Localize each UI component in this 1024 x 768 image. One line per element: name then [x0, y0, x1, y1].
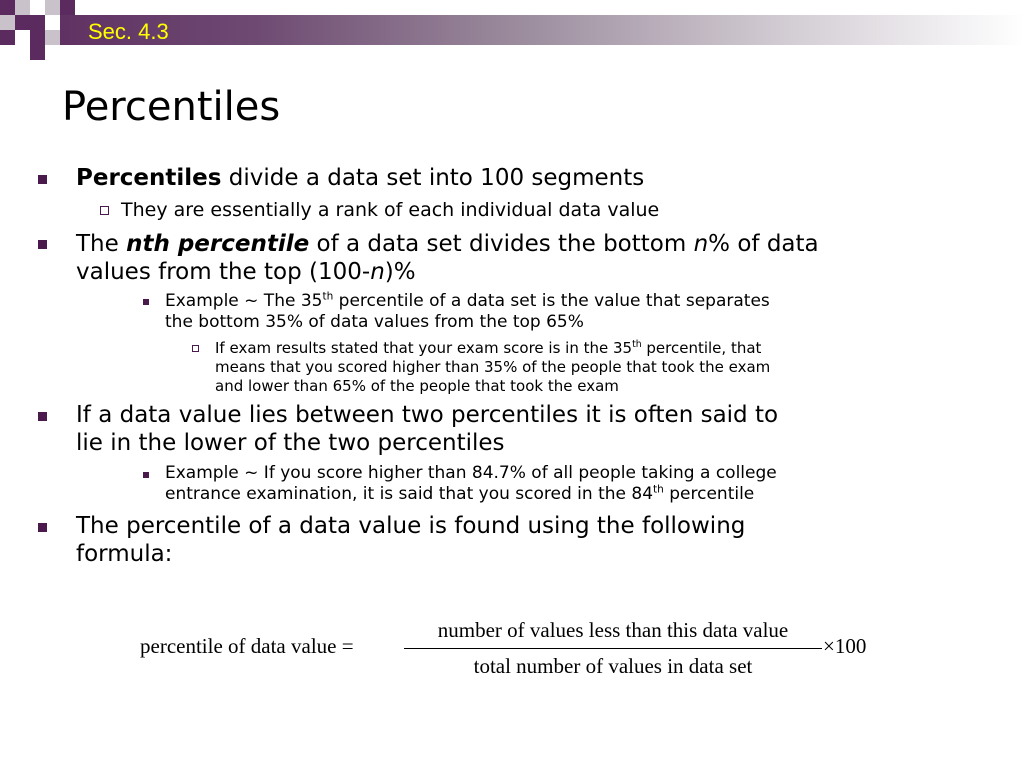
- example-1-line2: the bottom 35% of data values from the top 65%: [165, 312, 584, 332]
- decor-square-10: [0, 30, 15, 45]
- bullet-small-square-icon: [143, 299, 149, 305]
- decor-square-8: [30, 15, 45, 30]
- decor-square-9: [45, 15, 60, 30]
- example-2: [165, 463, 777, 505]
- example-1-sub-sup: th: [632, 339, 642, 350]
- bullet-2-line2-a: values from the top (100-: [76, 259, 371, 285]
- bullet-2-term: nth percentile: [126, 231, 310, 257]
- bullet-small-square-icon: [143, 472, 149, 478]
- bullet-2-n: n: [693, 231, 709, 257]
- decor-square-3: [30, 0, 45, 15]
- bullet-square-icon: [38, 240, 47, 249]
- bullet-1-text: divide a data set into 100 segments: [221, 165, 645, 191]
- decor-square-4: [45, 0, 60, 15]
- bullet-4-line2: formula:: [76, 541, 173, 567]
- bullet-2: [76, 230, 819, 286]
- example-2-line1: Example ~ If you score higher than 84.7% of all people taking a college: [165, 463, 777, 483]
- decor-square-2: [15, 0, 30, 15]
- bullet-2-text-b: of a data set divides the bottom: [309, 231, 694, 257]
- formula-multiplier: ×100: [823, 634, 867, 658]
- decor-square-7: [15, 15, 30, 30]
- example-1-text-a: Example ~ The 35: [165, 291, 323, 311]
- formula-lhs: percentile of data value =: [140, 634, 354, 658]
- percentile-formula: [140, 618, 880, 680]
- bullet-2-line2-n: n: [370, 259, 385, 285]
- example-1-text-b: percentile of a data set is the value that separates: [333, 291, 770, 311]
- example-1-sup: th: [322, 290, 334, 303]
- bullet-1: [76, 164, 644, 192]
- example-1: [165, 291, 770, 333]
- slide-title: Percentiles: [62, 84, 281, 130]
- bullet-3-line1: If a data value lies between two percentiles it is often said to: [76, 402, 779, 428]
- bullet-square-icon: [38, 175, 47, 184]
- formula-denominator: total number of values in data set: [473, 654, 753, 678]
- section-label: Sec. 4.3: [88, 19, 169, 44]
- bullet-box-icon: [100, 206, 109, 215]
- decor-square-11: [15, 30, 30, 45]
- decor-square-14: [30, 45, 45, 60]
- decor-square-1: [0, 0, 15, 15]
- example-1-sub: [215, 339, 770, 396]
- example-1-sub-text-b: percentile, that: [641, 339, 762, 357]
- bullet-2-line2-b: )%: [384, 259, 416, 285]
- example-1-sub-line3: and lower than 65% of the people that took the exam: [215, 377, 619, 395]
- bullet-3-line2: lie in the lower of the two percentiles: [76, 430, 505, 456]
- decor-square-13: [45, 30, 60, 45]
- example-2-sup: th: [653, 483, 664, 496]
- bullet-3: [76, 401, 778, 457]
- bullet-square-icon: [38, 523, 47, 532]
- fraction-bar: [404, 648, 822, 649]
- bullet-small-box-icon: [192, 345, 199, 352]
- example-1-sub-line2: means that you scored higher than 35% of the people that took the exam: [215, 358, 771, 376]
- bullet-1-term: Percentiles: [76, 165, 222, 191]
- example-1-sub-text-a: If exam results stated that your exam score is in the 35: [215, 339, 633, 357]
- bullet-1-sub: They are essentially a rank of each individual data value: [121, 199, 660, 221]
- example-2-line2-b: percentile: [663, 484, 755, 504]
- formula-numerator: number of values less than this data value: [437, 618, 789, 642]
- decor-square-12: [30, 30, 45, 45]
- bullet-square-icon: [38, 412, 47, 421]
- bullet-2-text-c: % of data: [708, 231, 819, 257]
- bullet-4: [76, 512, 745, 568]
- example-2-line2-a: entrance examination, it is said that you scored in the 84: [165, 484, 654, 504]
- decor-square-6: [0, 15, 15, 30]
- bullet-4-line1: The percentile of a data value is found using the following: [76, 513, 746, 539]
- decor-square-5: [60, 0, 75, 15]
- bullet-2-text-a: The: [76, 231, 127, 257]
